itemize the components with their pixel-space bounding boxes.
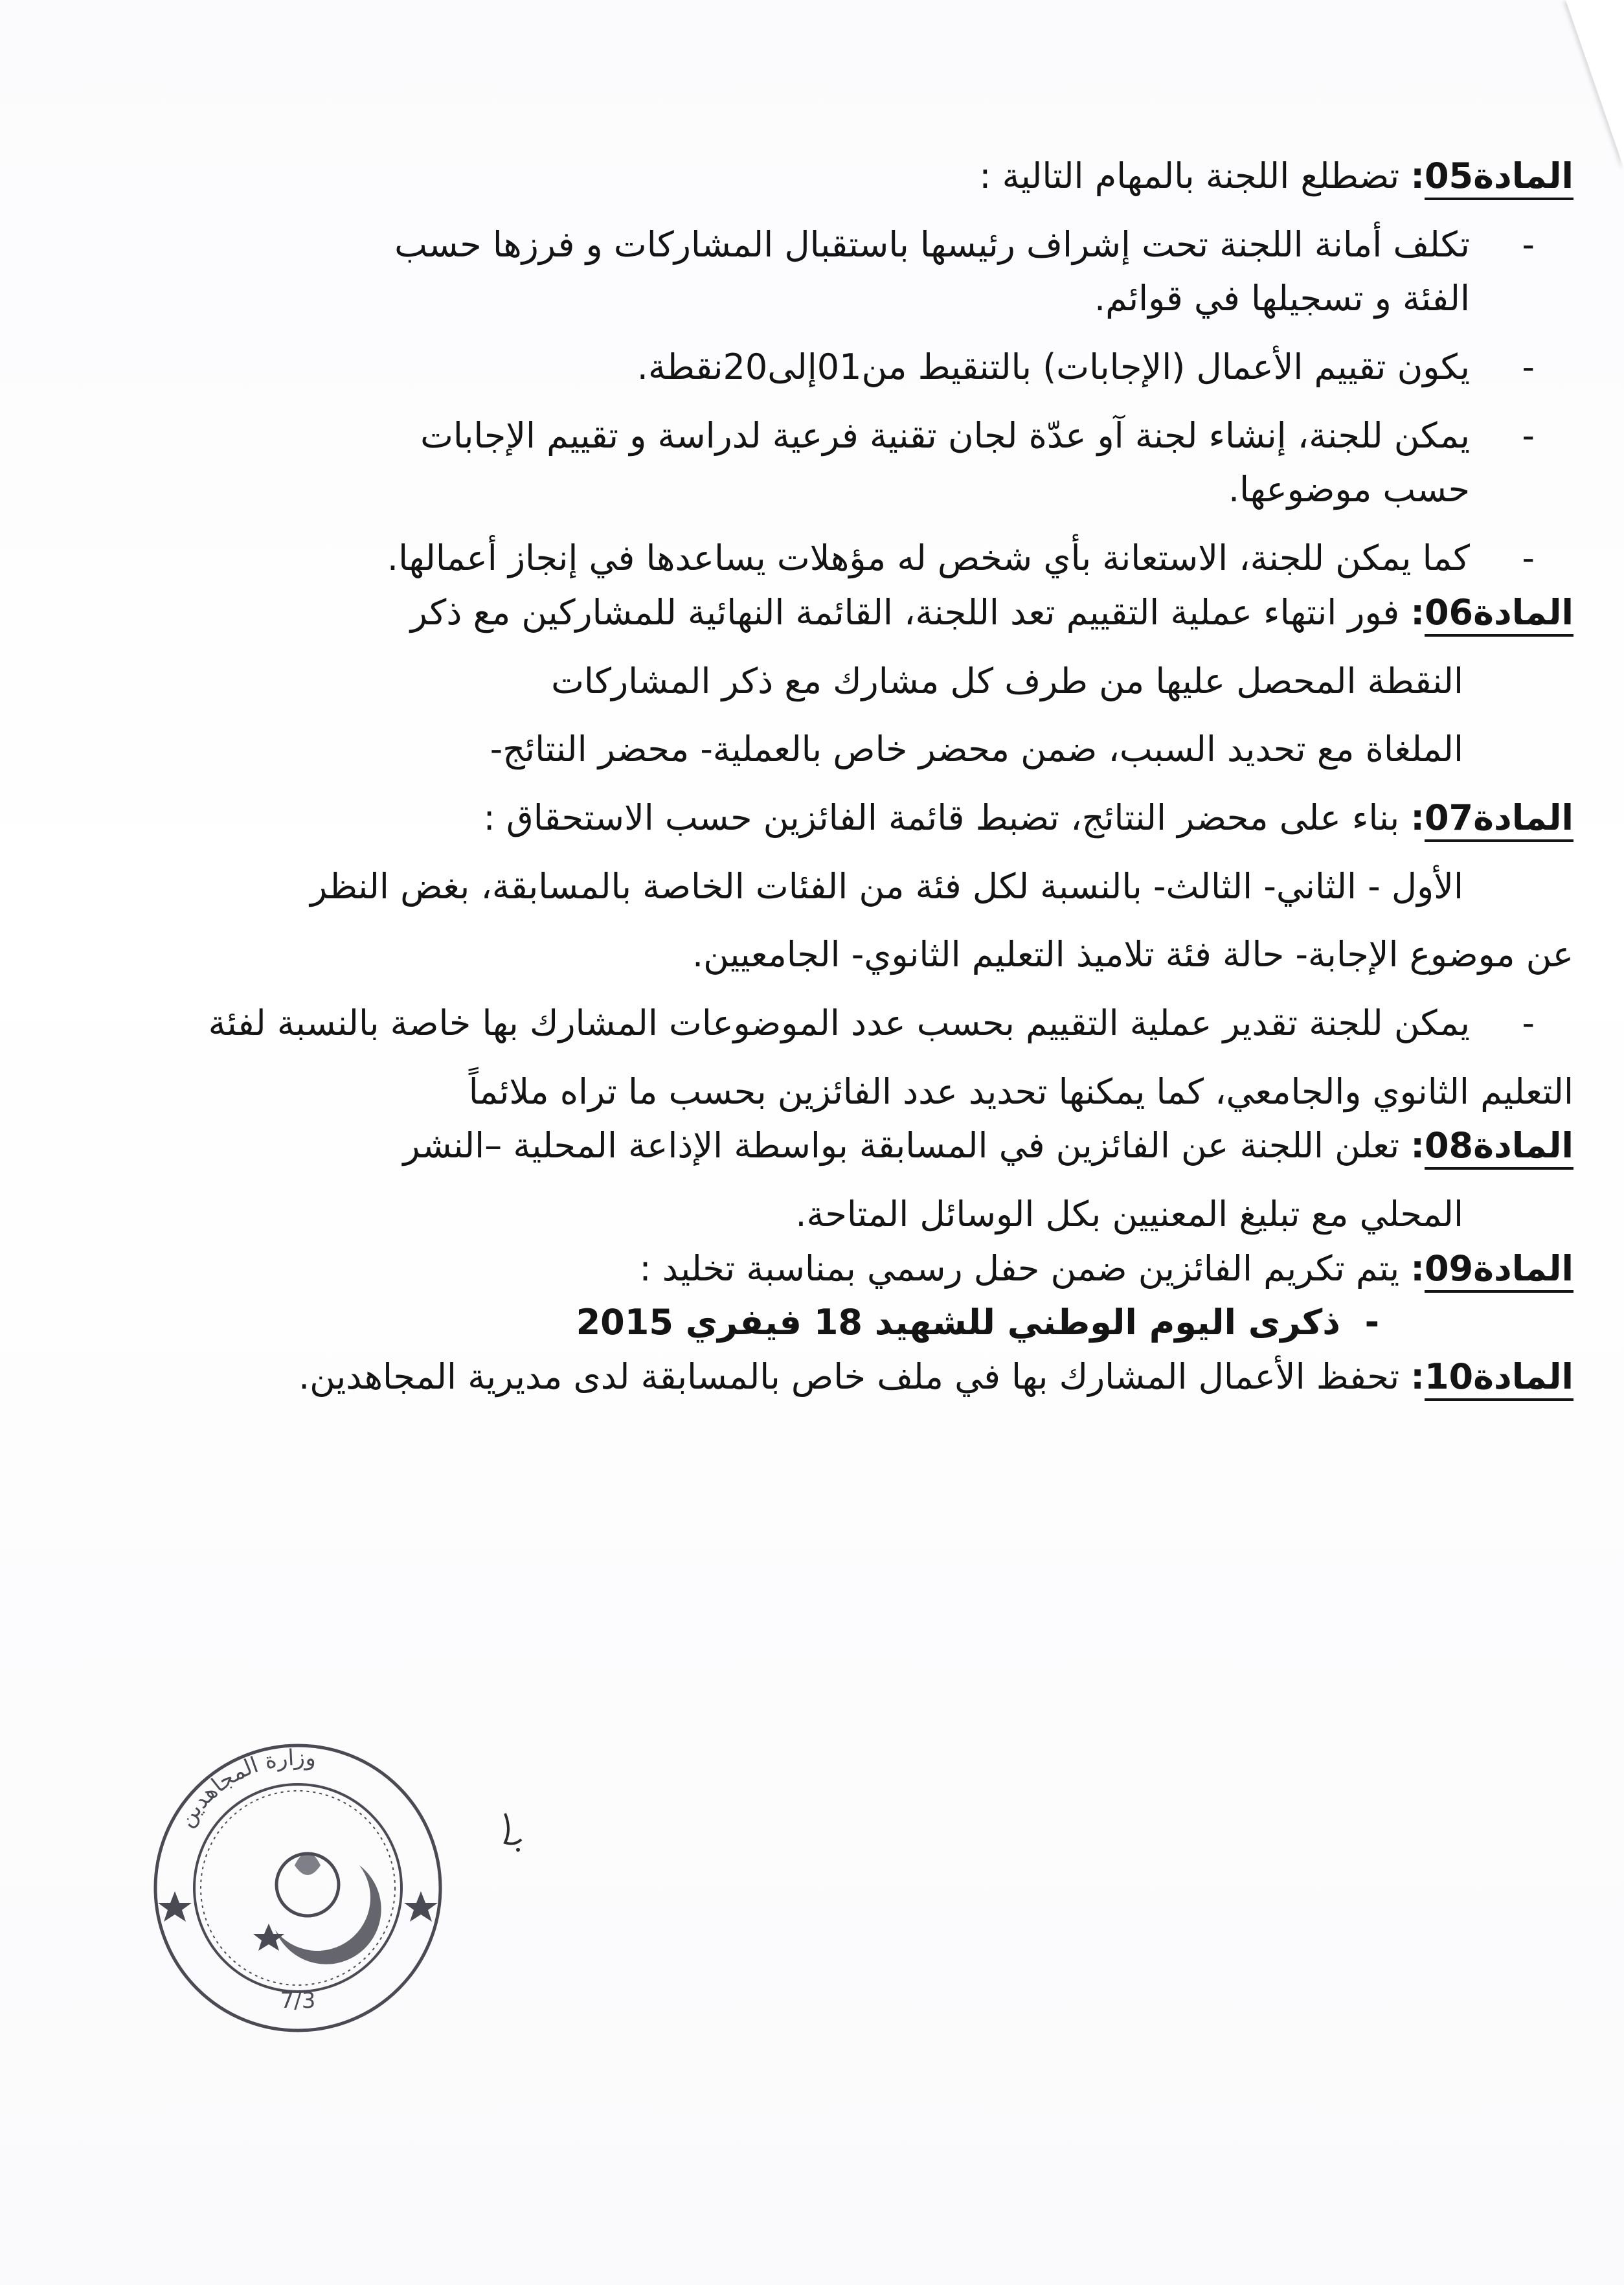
article-06-label: المادة06 [1425,592,1573,637]
seal-stamp-graphic [146,1736,450,2040]
article-10-line-1: المادة10: تحفظ الأعمال المشارك بها في ملف خاص بالمسابقة لدى مديرية المجاهدين. [110,1350,1573,1404]
article-07-label: المادة07 [1425,797,1573,842]
article-07-bullet-cont: التعليم الثانوي والجامعي، كما يمكنها تحديد عدد الفائزين بحسب ما تراه ملائماً [468,1071,1573,1112]
article-08-line-1: المادة08: تعلن اللجنة عن الفائزين في المسابقة بواسطة الإذاعة المحلية –النشر [110,1119,1573,1173]
document-body [110,149,1573,1404]
list-item-line: تكلف أمانة اللجنة تحت إشراف رئيسها باستقبال المشاركات و فرزها حسب [394,223,1470,265]
article-09-text: يتم تكريم الفائزين ضمن حفل رسمي بمناسبة تخليد : [639,1247,1400,1289]
article-08-label: المادة08 [1425,1125,1573,1170]
article-10-label: المادة10 [1425,1356,1573,1401]
article-07-line-3: عن موضوع الإجابة- حالة فئة تلاميذ التعليم الثانوي- الجامعيين. [692,934,1573,975]
list-item-line: يكون تقييم الأعمال (الإجابات) بالتنقيط من01إلى20نقطة. [637,347,1470,388]
article-05-item-4: - كما يمكن للجنة، الاستعانة بأي شخص له مؤهلات يساعدها في إنجاز أعمالها. [110,531,1573,585]
article-05-heading: المادة05: تضطلع اللجنة بالمهام التالية : [110,149,1573,203]
article-06-line-2: النقطة المحصل عليها من طرف كل مشارك مع ذكر المشاركات [551,660,1463,701]
list-item-line: كما يمكن للجنة، الاستعانة بأي شخص له مؤهلات يساعدها في إنجاز أعمالها. [387,538,1470,579]
list-item-line: ذكرى اليوم الوطني للشهيد 18 فيفري 2015 [576,1302,1340,1343]
list-item-line: حسب موضوعها. [1228,469,1470,510]
article-07-line-2: الأول - الثاني- الثالث- بالنسبة لكل فئة من الفئات الخاصة بالمسابقة، بغض النظر [310,865,1463,907]
list-item-line: يمكن للجنة تقدير عملية التقييم بحسب عدد الموضوعات المشارك بها خاصة بالنسبة لفئة [208,1002,1470,1043]
article-07-line-1: المادة07: بناء على محضر النتائج، تضبط قائمة الفائزين حسب الاستحقاق : [110,791,1573,845]
pen-mark-icon [492,1807,531,1859]
page-corner-fold [1566,0,1624,168]
article-09-bullet: - ذكرى اليوم الوطني للشهيد 18 فيفري 2015 [110,1295,1573,1350]
list-item-line: الفئة و تسجيلها في قوائم. [1094,278,1470,319]
official-seal [146,1736,450,2040]
article-08-text: تعلن اللجنة عن الفائزين في المسابقة بواسطة الإذاعة المحلية –النشر [403,1125,1400,1166]
article-06-line-1: المادة06: فور انتهاء عملية التقييم تعد اللجنة، القائمة النهائية للمشاركين مع ذكر [110,585,1573,640]
crescent-emblem-icon [253,1852,381,1964]
article-08-line-2: المحلي مع تبليغ المعنيين بكل الوسائل المتاحة. [795,1194,1463,1234]
seal-stars-icon [158,1891,438,1922]
article-06-text: فور انتهاء عملية التقييم تعد اللجنة، القائمة النهائية للمشاركين مع ذكر [410,591,1400,633]
article-07-text: بناء على محضر النتائج، تضبط قائمة الفائزين حسب الاستحقاق : [483,797,1400,838]
article-10-text: تحفظ الأعمال المشارك بها في ملف خاص بالمسابقة لدى مديرية المجاهدين. [298,1356,1400,1398]
article-09-line-1: المادة09: يتم تكريم الفائزين ضمن حفل رسمي بمناسبة تخليد : [110,1242,1573,1296]
article-07-bullet: - يمكن للجنة تقدير عملية التقييم بحسب عدد الموضوعات المشارك بها خاصة بالنسبة لفئة [110,996,1573,1051]
article-05-item-2: - يكون تقييم الأعمال (الإجابات) بالتنقيط من01إلى20نقطة. [110,340,1573,394]
seal-number: 7/3 [280,1988,316,2014]
article-05-item-1: - تكلف أمانة اللجنة تحت إشراف رئيسها باستقبال المشاركات و فرزها حسب الفئة و تسجيلها في قوائم. [110,218,1573,326]
article-06-line-3: الملغاة مع تحديد السبب، ضمن محضر خاص بالعملية- محضر النتائج- [490,729,1463,770]
seal-ring-text: وزارة المجاهدين [173,1744,318,1832]
article-05-text: تضطلع اللجنة بالمهام التالية : [979,155,1400,196]
article-05-label: المادة05 [1425,155,1573,200]
article-09-label: المادة09 [1425,1248,1573,1293]
list-item-line: يمكن للجنة، إنشاء لجنة آو عدّة لجان تقنية فرعية لدراسة و تقييم الإجابات [420,415,1470,456]
article-05-item-3: - يمكن للجنة، إنشاء لجنة آو عدّة لجان تقنية فرعية لدراسة و تقييم الإجابات حسب موضوعها. [110,409,1573,517]
